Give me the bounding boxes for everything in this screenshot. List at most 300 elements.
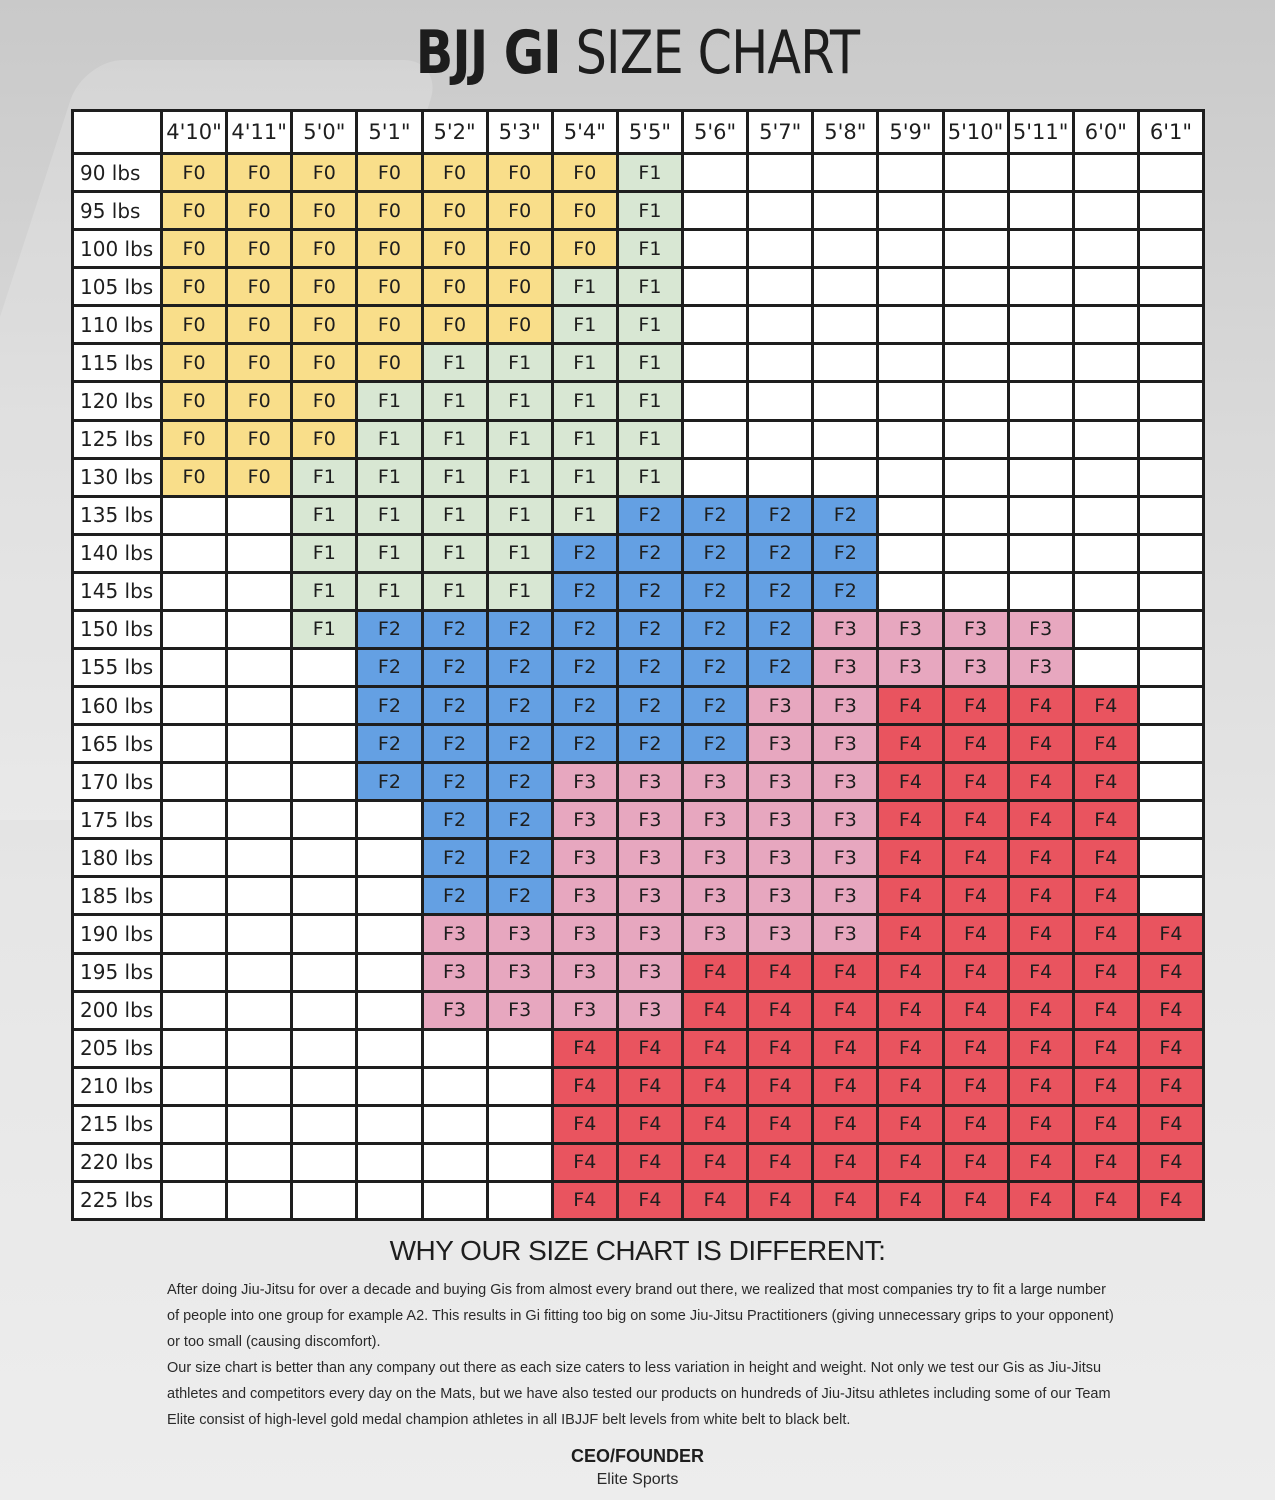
size-cell: F2 <box>684 498 746 533</box>
size-cell: F2 <box>619 612 681 647</box>
size-cell: F3 <box>749 878 811 913</box>
size-cell: F4 <box>749 1031 811 1066</box>
empty-cell <box>945 269 1007 304</box>
empty-cell <box>1140 231 1202 266</box>
size-cell: F4 <box>879 1069 941 1104</box>
size-cell: F2 <box>424 612 486 647</box>
size-cell: F4 <box>1140 916 1202 951</box>
size-cell: F1 <box>554 460 616 495</box>
empty-cell <box>293 764 355 799</box>
height-header: 5'1" <box>358 112 420 152</box>
size-cell: F2 <box>358 764 420 799</box>
empty-cell <box>1075 307 1137 342</box>
empty-cell <box>228 612 290 647</box>
height-header: 4'11" <box>228 112 290 152</box>
size-cell: F4 <box>684 1107 746 1142</box>
size-cell: F3 <box>424 916 486 951</box>
weight-label: 195 lbs <box>74 955 160 990</box>
size-cell: F3 <box>814 802 876 837</box>
empty-cell <box>1075 574 1137 609</box>
size-cell: F1 <box>358 460 420 495</box>
weight-label: 170 lbs <box>74 764 160 799</box>
size-cell: F4 <box>619 1145 681 1180</box>
size-cell: F3 <box>554 802 616 837</box>
empty-cell <box>1075 498 1137 533</box>
size-cell: F4 <box>879 878 941 913</box>
size-cell: F2 <box>554 612 616 647</box>
size-cell: F4 <box>554 1031 616 1066</box>
empty-cell <box>684 422 746 457</box>
size-cell: F4 <box>1075 955 1137 990</box>
size-cell: F4 <box>1010 1145 1072 1180</box>
size-chart-table <box>71 109 1205 1221</box>
size-cell: F4 <box>945 1031 1007 1066</box>
size-cell: F1 <box>554 422 616 457</box>
size-cell: F0 <box>293 422 355 457</box>
empty-cell <box>293 1145 355 1180</box>
size-cell: F0 <box>228 307 290 342</box>
size-cell: F3 <box>619 764 681 799</box>
size-cell: F4 <box>1075 1183 1137 1218</box>
size-cell: F4 <box>1075 916 1137 951</box>
size-cell: F4 <box>1140 1069 1202 1104</box>
empty-cell <box>749 422 811 457</box>
empty-cell <box>1140 345 1202 380</box>
size-cell: F4 <box>749 1069 811 1104</box>
size-cell: F4 <box>879 688 941 723</box>
empty-cell <box>228 1145 290 1180</box>
size-cell: F0 <box>163 422 225 457</box>
empty-cell <box>749 307 811 342</box>
size-cell: F2 <box>684 650 746 685</box>
size-cell: F4 <box>1010 840 1072 875</box>
empty-cell <box>163 1107 225 1142</box>
size-cell: F2 <box>489 840 551 875</box>
size-cell: F4 <box>879 840 941 875</box>
height-header: 4'10" <box>163 112 225 152</box>
empty-cell <box>1140 193 1202 228</box>
empty-cell <box>293 878 355 913</box>
empty-cell <box>1140 269 1202 304</box>
size-cell: F0 <box>424 193 486 228</box>
size-cell: F4 <box>814 993 876 1028</box>
page-title <box>115 18 1161 88</box>
size-cell: F3 <box>684 916 746 951</box>
weight-label: 155 lbs <box>74 650 160 685</box>
size-cell: F2 <box>619 574 681 609</box>
size-cell: F0 <box>163 193 225 228</box>
empty-cell <box>1140 802 1202 837</box>
empty-cell <box>1140 155 1202 190</box>
height-header: 5'0" <box>293 112 355 152</box>
size-cell: F4 <box>1075 993 1137 1028</box>
size-cell: F0 <box>358 345 420 380</box>
size-cell: F2 <box>424 802 486 837</box>
size-cell: F1 <box>293 574 355 609</box>
size-cell: F0 <box>554 231 616 266</box>
size-cell: F3 <box>814 726 876 761</box>
weight-label: 200 lbs <box>74 993 160 1028</box>
size-cell: F2 <box>749 574 811 609</box>
empty-cell <box>684 460 746 495</box>
size-cell: F1 <box>424 345 486 380</box>
empty-cell <box>1010 193 1072 228</box>
size-cell: F4 <box>945 688 1007 723</box>
size-cell: F1 <box>619 307 681 342</box>
size-cell: F2 <box>619 726 681 761</box>
empty-cell <box>1010 307 1072 342</box>
size-cell: F0 <box>424 155 486 190</box>
size-cell: F1 <box>424 498 486 533</box>
height-header: 5'10" <box>945 112 1007 152</box>
empty-cell <box>945 383 1007 418</box>
size-cell: F3 <box>554 916 616 951</box>
size-cell: F2 <box>489 764 551 799</box>
weight-label: 205 lbs <box>74 1031 160 1066</box>
size-cell: F3 <box>554 955 616 990</box>
empty-cell <box>1140 688 1202 723</box>
size-cell: F4 <box>554 1183 616 1218</box>
size-cell: F4 <box>554 1107 616 1142</box>
size-cell: F0 <box>228 231 290 266</box>
size-cell: F2 <box>424 840 486 875</box>
empty-cell <box>945 536 1007 571</box>
size-cell: F4 <box>879 955 941 990</box>
size-cell: F4 <box>814 1183 876 1218</box>
empty-cell <box>163 1145 225 1180</box>
size-cell: F3 <box>619 840 681 875</box>
empty-cell <box>293 955 355 990</box>
empty-cell <box>1075 422 1137 457</box>
empty-cell <box>1010 155 1072 190</box>
size-cell: F3 <box>554 993 616 1028</box>
empty-cell <box>424 1183 486 1218</box>
size-cell: F2 <box>489 878 551 913</box>
empty-cell <box>163 1069 225 1104</box>
empty-cell <box>228 802 290 837</box>
size-cell: F2 <box>358 726 420 761</box>
empty-cell <box>228 993 290 1028</box>
empty-cell <box>1075 155 1137 190</box>
size-cell: F2 <box>489 612 551 647</box>
size-cell: F3 <box>814 612 876 647</box>
size-cell: F3 <box>814 764 876 799</box>
empty-cell <box>1010 422 1072 457</box>
size-cell: F1 <box>358 536 420 571</box>
size-cell: F0 <box>358 231 420 266</box>
size-cell: F3 <box>749 916 811 951</box>
empty-cell <box>1140 612 1202 647</box>
size-cell: F0 <box>293 307 355 342</box>
size-cell: F2 <box>684 574 746 609</box>
empty-cell <box>293 726 355 761</box>
weight-label: 210 lbs <box>74 1069 160 1104</box>
size-cell: F0 <box>228 193 290 228</box>
size-cell: F4 <box>1075 1107 1137 1142</box>
empty-cell <box>293 1031 355 1066</box>
size-cell: F3 <box>684 764 746 799</box>
empty-cell <box>1010 460 1072 495</box>
empty-cell <box>879 574 941 609</box>
empty-cell <box>879 498 941 533</box>
size-cell: F4 <box>749 1107 811 1142</box>
size-cell: F1 <box>489 345 551 380</box>
empty-cell <box>358 916 420 951</box>
empty-cell <box>1075 269 1137 304</box>
empty-cell <box>163 498 225 533</box>
height-header: 5'2" <box>424 112 486 152</box>
empty-cell <box>358 1069 420 1104</box>
signature-company: Elite Sports <box>596 1471 679 1488</box>
size-cell: F0 <box>293 269 355 304</box>
size-cell: F1 <box>554 345 616 380</box>
size-cell: F4 <box>1010 1069 1072 1104</box>
size-cell: F4 <box>1075 726 1137 761</box>
empty-cell <box>163 802 225 837</box>
size-cell: F4 <box>1075 764 1137 799</box>
size-cell: F0 <box>228 345 290 380</box>
empty-cell <box>358 1145 420 1180</box>
empty-cell <box>1010 574 1072 609</box>
empty-cell <box>228 764 290 799</box>
empty-cell <box>1140 422 1202 457</box>
size-cell: F3 <box>684 802 746 837</box>
size-cell: F1 <box>358 574 420 609</box>
size-cell: F4 <box>945 840 1007 875</box>
size-cell: F0 <box>293 345 355 380</box>
empty-cell <box>1140 878 1202 913</box>
size-cell: F3 <box>1010 612 1072 647</box>
height-header: 6'0" <box>1075 112 1137 152</box>
weight-label: 105 lbs <box>74 269 160 304</box>
empty-cell <box>1010 231 1072 266</box>
empty-cell <box>684 193 746 228</box>
size-cell: F3 <box>554 764 616 799</box>
size-cell: F4 <box>879 1031 941 1066</box>
size-cell: F4 <box>1010 955 1072 990</box>
size-cell: F3 <box>814 916 876 951</box>
size-cell: F3 <box>489 993 551 1028</box>
size-cell: F4 <box>1140 1145 1202 1180</box>
size-cell: F2 <box>619 498 681 533</box>
size-cell: F4 <box>684 993 746 1028</box>
size-cell: F2 <box>814 498 876 533</box>
size-cell: F2 <box>489 688 551 723</box>
empty-cell <box>424 1031 486 1066</box>
size-cell: F4 <box>1010 1183 1072 1218</box>
empty-cell <box>293 1183 355 1218</box>
weight-label: 165 lbs <box>74 726 160 761</box>
height-header: 5'3" <box>489 112 551 152</box>
weight-label: 185 lbs <box>74 878 160 913</box>
size-cell: F4 <box>945 1145 1007 1180</box>
empty-cell <box>749 460 811 495</box>
size-cell: F4 <box>945 1069 1007 1104</box>
size-cell: F4 <box>879 1183 941 1218</box>
weight-label: 115 lbs <box>74 345 160 380</box>
empty-cell <box>1010 269 1072 304</box>
size-cell: F1 <box>619 269 681 304</box>
size-cell: F3 <box>684 840 746 875</box>
height-header: 6'1" <box>1140 112 1202 152</box>
size-cell: F4 <box>1075 840 1137 875</box>
size-cell: F0 <box>293 193 355 228</box>
size-cell: F1 <box>293 536 355 571</box>
weight-label: 175 lbs <box>74 802 160 837</box>
empty-cell <box>945 574 1007 609</box>
empty-cell <box>1010 383 1072 418</box>
empty-cell <box>228 840 290 875</box>
size-cell: F4 <box>684 1031 746 1066</box>
size-cell: F3 <box>814 840 876 875</box>
size-cell: F1 <box>358 383 420 418</box>
size-cell: F0 <box>163 307 225 342</box>
weight-label: 215 lbs <box>74 1107 160 1142</box>
size-cell: F4 <box>1075 802 1137 837</box>
size-cell: F2 <box>489 726 551 761</box>
size-cell: F3 <box>814 878 876 913</box>
empty-cell <box>1140 764 1202 799</box>
size-cell: F0 <box>228 383 290 418</box>
size-cell: F1 <box>424 460 486 495</box>
empty-cell <box>1075 193 1137 228</box>
empty-cell <box>228 878 290 913</box>
empty-cell <box>879 345 941 380</box>
empty-cell <box>228 1183 290 1218</box>
size-cell: F1 <box>489 422 551 457</box>
size-cell: F2 <box>554 688 616 723</box>
size-cell: F4 <box>619 1069 681 1104</box>
empty-cell <box>489 1145 551 1180</box>
size-cell: F3 <box>424 993 486 1028</box>
empty-cell <box>293 802 355 837</box>
empty-cell <box>358 1031 420 1066</box>
size-cell: F2 <box>554 574 616 609</box>
empty-cell <box>489 1183 551 1218</box>
height-header: 5'9" <box>879 112 941 152</box>
empty-cell <box>489 1069 551 1104</box>
size-cell: F1 <box>489 383 551 418</box>
empty-cell <box>293 688 355 723</box>
empty-cell <box>163 916 225 951</box>
size-cell: F4 <box>879 916 941 951</box>
size-cell: F1 <box>424 422 486 457</box>
weight-label: 180 lbs <box>74 840 160 875</box>
empty-cell <box>945 422 1007 457</box>
weight-label: 100 lbs <box>74 231 160 266</box>
empty-cell <box>228 688 290 723</box>
size-cell: F4 <box>945 764 1007 799</box>
size-cell: F2 <box>358 650 420 685</box>
empty-cell <box>1075 345 1137 380</box>
size-cell: F4 <box>749 993 811 1028</box>
size-cell: F3 <box>814 688 876 723</box>
size-cell: F4 <box>1010 993 1072 1028</box>
size-cell: F3 <box>424 955 486 990</box>
empty-cell <box>684 155 746 190</box>
size-cell: F2 <box>424 764 486 799</box>
empty-cell <box>163 726 225 761</box>
weight-label: 110 lbs <box>74 307 160 342</box>
why-heading: WHY OUR SIZE CHART IS DIFFERENT: <box>389 1235 886 1266</box>
size-cell: F0 <box>358 155 420 190</box>
empty-cell <box>945 307 1007 342</box>
size-cell: F4 <box>879 1145 941 1180</box>
size-cell: F2 <box>814 536 876 571</box>
title-bold: BJJ GI <box>415 18 561 88</box>
size-cell: F4 <box>945 1107 1007 1142</box>
size-cell: F1 <box>619 383 681 418</box>
size-cell: F4 <box>554 1145 616 1180</box>
empty-cell <box>945 345 1007 380</box>
size-cell: F3 <box>619 993 681 1028</box>
height-header: 5'11" <box>1010 112 1072 152</box>
empty-cell <box>684 269 746 304</box>
empty-cell <box>1075 383 1137 418</box>
size-cell: F3 <box>489 955 551 990</box>
empty-cell <box>814 231 876 266</box>
empty-cell <box>293 1107 355 1142</box>
size-cell: F3 <box>945 612 1007 647</box>
empty-cell <box>1075 460 1137 495</box>
size-cell: F4 <box>814 1031 876 1066</box>
empty-cell <box>814 460 876 495</box>
size-cell: F4 <box>814 1107 876 1142</box>
empty-cell <box>228 916 290 951</box>
size-cell: F4 <box>1140 993 1202 1028</box>
size-cell: F0 <box>163 155 225 190</box>
why-paragraph-2: Our size chart is better than any company out there as each size caters to less variation in height and weight. Not only we test our Gis as Jiu-Jitsu athletes and competitors every day on the Mats, but we have also tested our products on hundreds of Jiu-Jitsu athletes including some of our Team Elite consist of high-level gold medal champion athletes in all IBJJF belt levels from white belt to black belt. <box>167 1360 1111 1428</box>
empty-cell <box>228 1031 290 1066</box>
size-cell: F3 <box>684 878 746 913</box>
size-cell: F1 <box>619 345 681 380</box>
empty-cell <box>163 1031 225 1066</box>
empty-cell <box>228 1069 290 1104</box>
size-cell: F3 <box>749 764 811 799</box>
size-cell: F4 <box>945 955 1007 990</box>
size-cell: F4 <box>814 1145 876 1180</box>
empty-cell <box>358 840 420 875</box>
size-cell: F0 <box>163 460 225 495</box>
weight-label: 135 lbs <box>74 498 160 533</box>
size-cell: F3 <box>554 878 616 913</box>
empty-cell <box>1140 536 1202 571</box>
height-header: 5'7" <box>749 112 811 152</box>
size-cell: F2 <box>814 574 876 609</box>
size-cell: F4 <box>879 993 941 1028</box>
empty-cell <box>814 155 876 190</box>
empty-cell <box>879 460 941 495</box>
size-cell: F4 <box>1075 1069 1137 1104</box>
empty-cell <box>879 383 941 418</box>
size-cell: F2 <box>424 726 486 761</box>
size-cell: F4 <box>1075 1031 1137 1066</box>
empty-cell <box>879 536 941 571</box>
empty-cell <box>879 231 941 266</box>
weight-label: 130 lbs <box>74 460 160 495</box>
size-cell: F3 <box>619 878 681 913</box>
size-cell: F4 <box>1140 955 1202 990</box>
size-cell: F1 <box>424 383 486 418</box>
size-cell: F4 <box>879 1107 941 1142</box>
size-cell: F2 <box>619 688 681 723</box>
weight-label: 125 lbs <box>74 422 160 457</box>
size-cell: F1 <box>293 498 355 533</box>
size-cell: F4 <box>619 1107 681 1142</box>
size-cell: F4 <box>554 1069 616 1104</box>
size-cell: F1 <box>293 612 355 647</box>
weight-label: 160 lbs <box>74 688 160 723</box>
